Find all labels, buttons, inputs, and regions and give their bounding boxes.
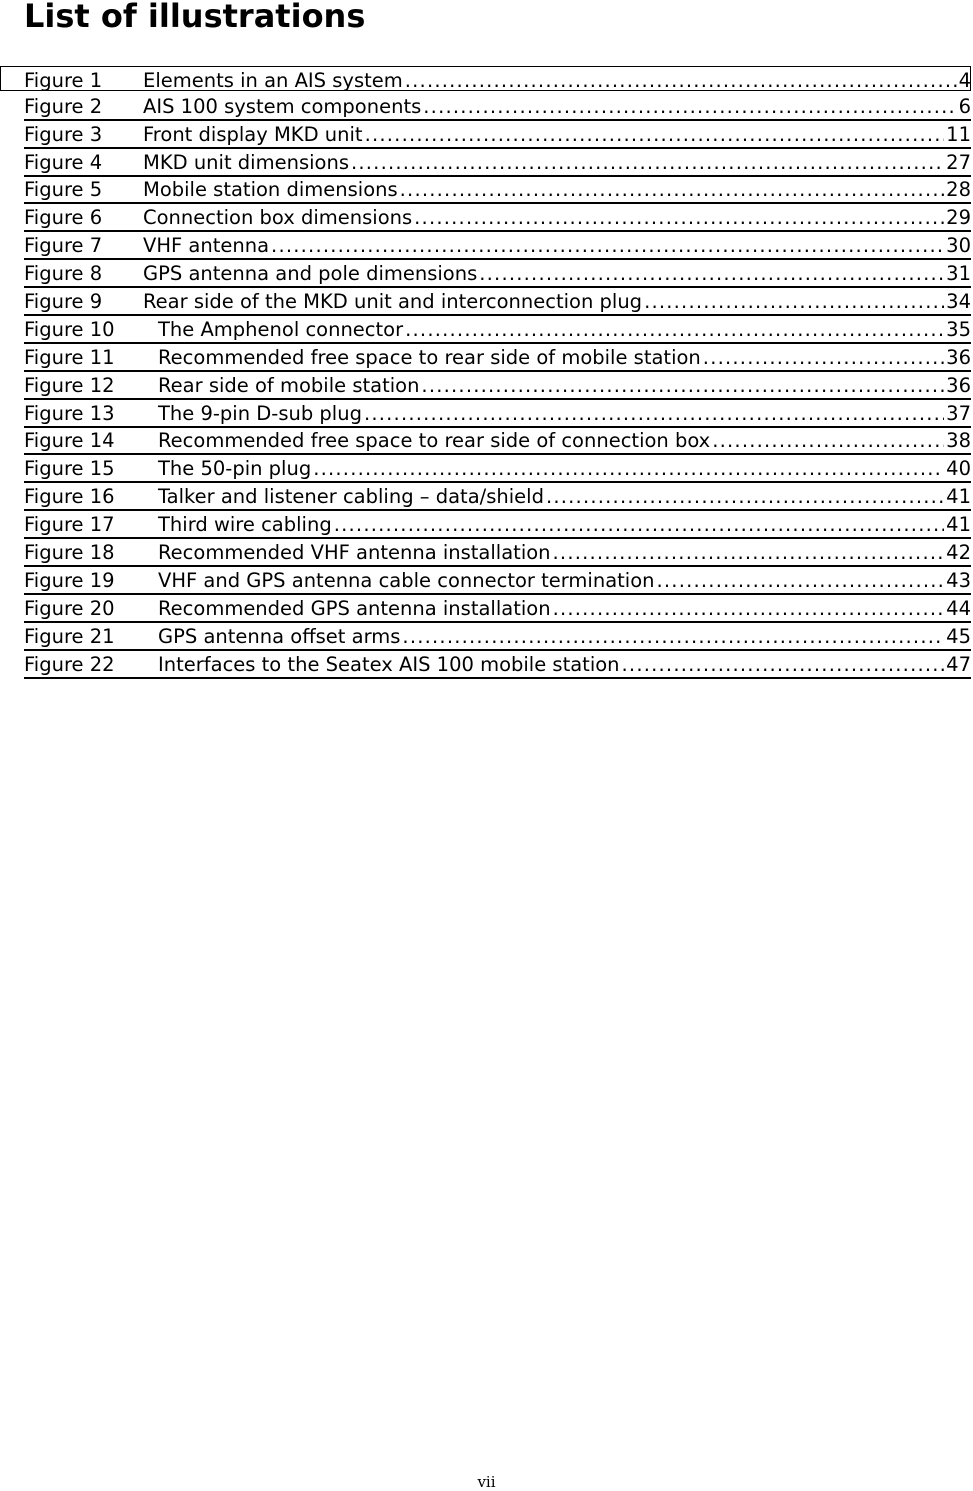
figure-page-number: 35 (946, 317, 971, 341)
figure-page-number: 36 (946, 345, 971, 369)
figure-page-number: 29 (946, 206, 971, 230)
figure-label: Figure 13 (24, 401, 115, 425)
figure-label: Figure 6 (24, 206, 103, 230)
toc-entry-figure-17[interactable] (24, 511, 971, 539)
dot-leader (403, 319, 944, 341)
dot-leader (332, 514, 944, 536)
figure-title: Recommended free space to rear side of mobile station (158, 345, 701, 369)
figure-page-number: 11 (946, 122, 971, 146)
dot-leader (421, 96, 956, 118)
figure-page-number: 41 (946, 513, 971, 537)
figure-title: MKD unit dimensions (143, 150, 349, 174)
dot-leader (701, 347, 944, 369)
illustrations-list (24, 65, 971, 679)
dot-leader (620, 654, 945, 676)
figure-label: Figure 11 (24, 345, 115, 369)
figure-title: GPS antenna and pole dimensions (143, 262, 478, 286)
toc-entry-figure-12[interactable] (24, 372, 971, 400)
figure-page-number: 34 (946, 290, 971, 314)
figure-title: Recommended VHF antenna installation (158, 541, 551, 565)
figure-page-number: 38 (946, 429, 971, 453)
figure-page-number: 40 (946, 457, 971, 481)
dot-leader (400, 626, 944, 648)
figure-title: Mobile station dimensions (143, 178, 398, 202)
dot-leader (311, 458, 944, 480)
figure-page-number: 47 (946, 652, 971, 676)
figure-page-number: 30 (946, 234, 971, 258)
toc-entry-figure-1[interactable] (24, 65, 971, 93)
figure-page-number: 37 (946, 401, 971, 425)
dot-leader (269, 235, 944, 257)
figure-title: VHF and GPS antenna cable connector termination (158, 568, 655, 592)
figure-title: Elements in an AIS system (143, 68, 403, 92)
toc-entry-figure-21[interactable] (24, 623, 971, 651)
figure-page-number: 4 (958, 68, 971, 92)
figure-page-number: 43 (946, 568, 971, 592)
toc-entry-figure-8[interactable] (24, 260, 971, 288)
toc-entry-figure-13[interactable] (24, 400, 971, 428)
toc-entry-figure-11[interactable] (24, 344, 971, 372)
figure-label: Figure 20 (24, 596, 115, 620)
figure-label: Figure 19 (24, 568, 115, 592)
dot-leader (655, 570, 945, 592)
figure-label: Figure 2 (24, 94, 103, 118)
figure-label: Figure 18 (24, 541, 115, 565)
figure-label: Figure 15 (24, 457, 115, 481)
figure-label: Figure 4 (24, 150, 103, 174)
toc-entry-figure-6[interactable] (24, 204, 971, 232)
figure-page-number: 36 (946, 373, 971, 397)
figure-title: VHF antenna (143, 234, 270, 258)
dot-leader (477, 263, 944, 285)
figure-label: Figure 10 (24, 317, 115, 341)
figure-title: Interfaces to the Seatex AIS 100 mobile station (158, 652, 620, 676)
dot-leader (544, 486, 944, 508)
dot-leader (362, 403, 944, 425)
figure-title: Recommended GPS antenna installation (158, 596, 551, 620)
figure-label: Figure 8 (24, 262, 103, 286)
figure-page-number: 6 (958, 94, 971, 118)
figure-label: Figure 7 (24, 234, 103, 258)
page-number-footer: vii (477, 1473, 496, 1491)
figure-label: Figure 5 (24, 178, 103, 202)
figure-label: Figure 17 (24, 513, 115, 537)
figure-title: Recommended free space to rear side of connection box (158, 429, 711, 453)
toc-entry-figure-19[interactable] (24, 567, 971, 595)
figure-page-number: 42 (946, 541, 971, 565)
dot-leader (551, 542, 945, 564)
toc-entry-figure-7[interactable] (24, 232, 971, 260)
figure-label: Figure 9 (24, 290, 103, 314)
dot-leader (710, 430, 944, 452)
figure-page-number: 45 (946, 624, 971, 648)
figure-label: Figure 14 (24, 429, 115, 453)
figure-title: Rear side of the MKD unit and interconnection plug (143, 290, 643, 314)
figure-title: The 50-pin plug (158, 457, 312, 481)
dot-leader (363, 124, 945, 146)
toc-entry-figure-3[interactable] (24, 121, 971, 149)
figure-label: Figure 1 (24, 68, 103, 92)
figure-title: The Amphenol connector (158, 317, 404, 341)
figure-page-number: 27 (946, 150, 971, 174)
dot-leader (412, 207, 944, 229)
toc-entry-figure-4[interactable] (24, 149, 971, 177)
toc-entry-figure-5[interactable] (24, 177, 971, 205)
figure-title: The 9-pin D-sub plug (158, 401, 362, 425)
figure-label: Figure 21 (24, 624, 115, 648)
dot-leader (419, 375, 944, 397)
toc-entry-figure-18[interactable] (24, 539, 971, 567)
toc-entry-figure-15[interactable] (24, 455, 971, 483)
toc-entry-figure-9[interactable] (24, 288, 971, 316)
toc-entry-figure-2[interactable] (24, 93, 971, 121)
toc-entry-figure-14[interactable] (24, 428, 971, 456)
figure-label: Figure 16 (24, 485, 115, 509)
figure-page-number: 31 (946, 262, 971, 286)
page-title: List of illustrations (24, 0, 366, 35)
toc-entry-figure-20[interactable] (24, 595, 971, 623)
toc-entry-figure-22[interactable] (24, 651, 971, 679)
dot-leader (403, 70, 957, 92)
figure-label: Figure 22 (24, 652, 115, 676)
figure-title: Rear side of mobile station (158, 373, 420, 397)
figure-title: Connection box dimensions (143, 206, 413, 230)
figure-page-number: 44 (946, 596, 971, 620)
figure-page-number: 28 (946, 178, 971, 202)
figure-label: Figure 3 (24, 122, 103, 146)
dot-leader (551, 598, 945, 620)
figure-title: Talker and listener cabling – data/shield (158, 485, 544, 509)
dot-leader (349, 152, 944, 174)
toc-entry-figure-10[interactable] (24, 316, 971, 344)
dot-leader (642, 291, 944, 313)
figure-label: Figure 12 (24, 373, 115, 397)
figure-title: Third wire cabling (158, 513, 332, 537)
figure-title: GPS antenna offset arms (158, 624, 401, 648)
figure-page-number: 41 (946, 485, 971, 509)
figure-title: AIS 100 system components (143, 94, 422, 118)
figure-title: Front display MKD unit (143, 122, 363, 146)
dot-leader (398, 179, 945, 201)
toc-entry-figure-16[interactable] (24, 483, 971, 511)
